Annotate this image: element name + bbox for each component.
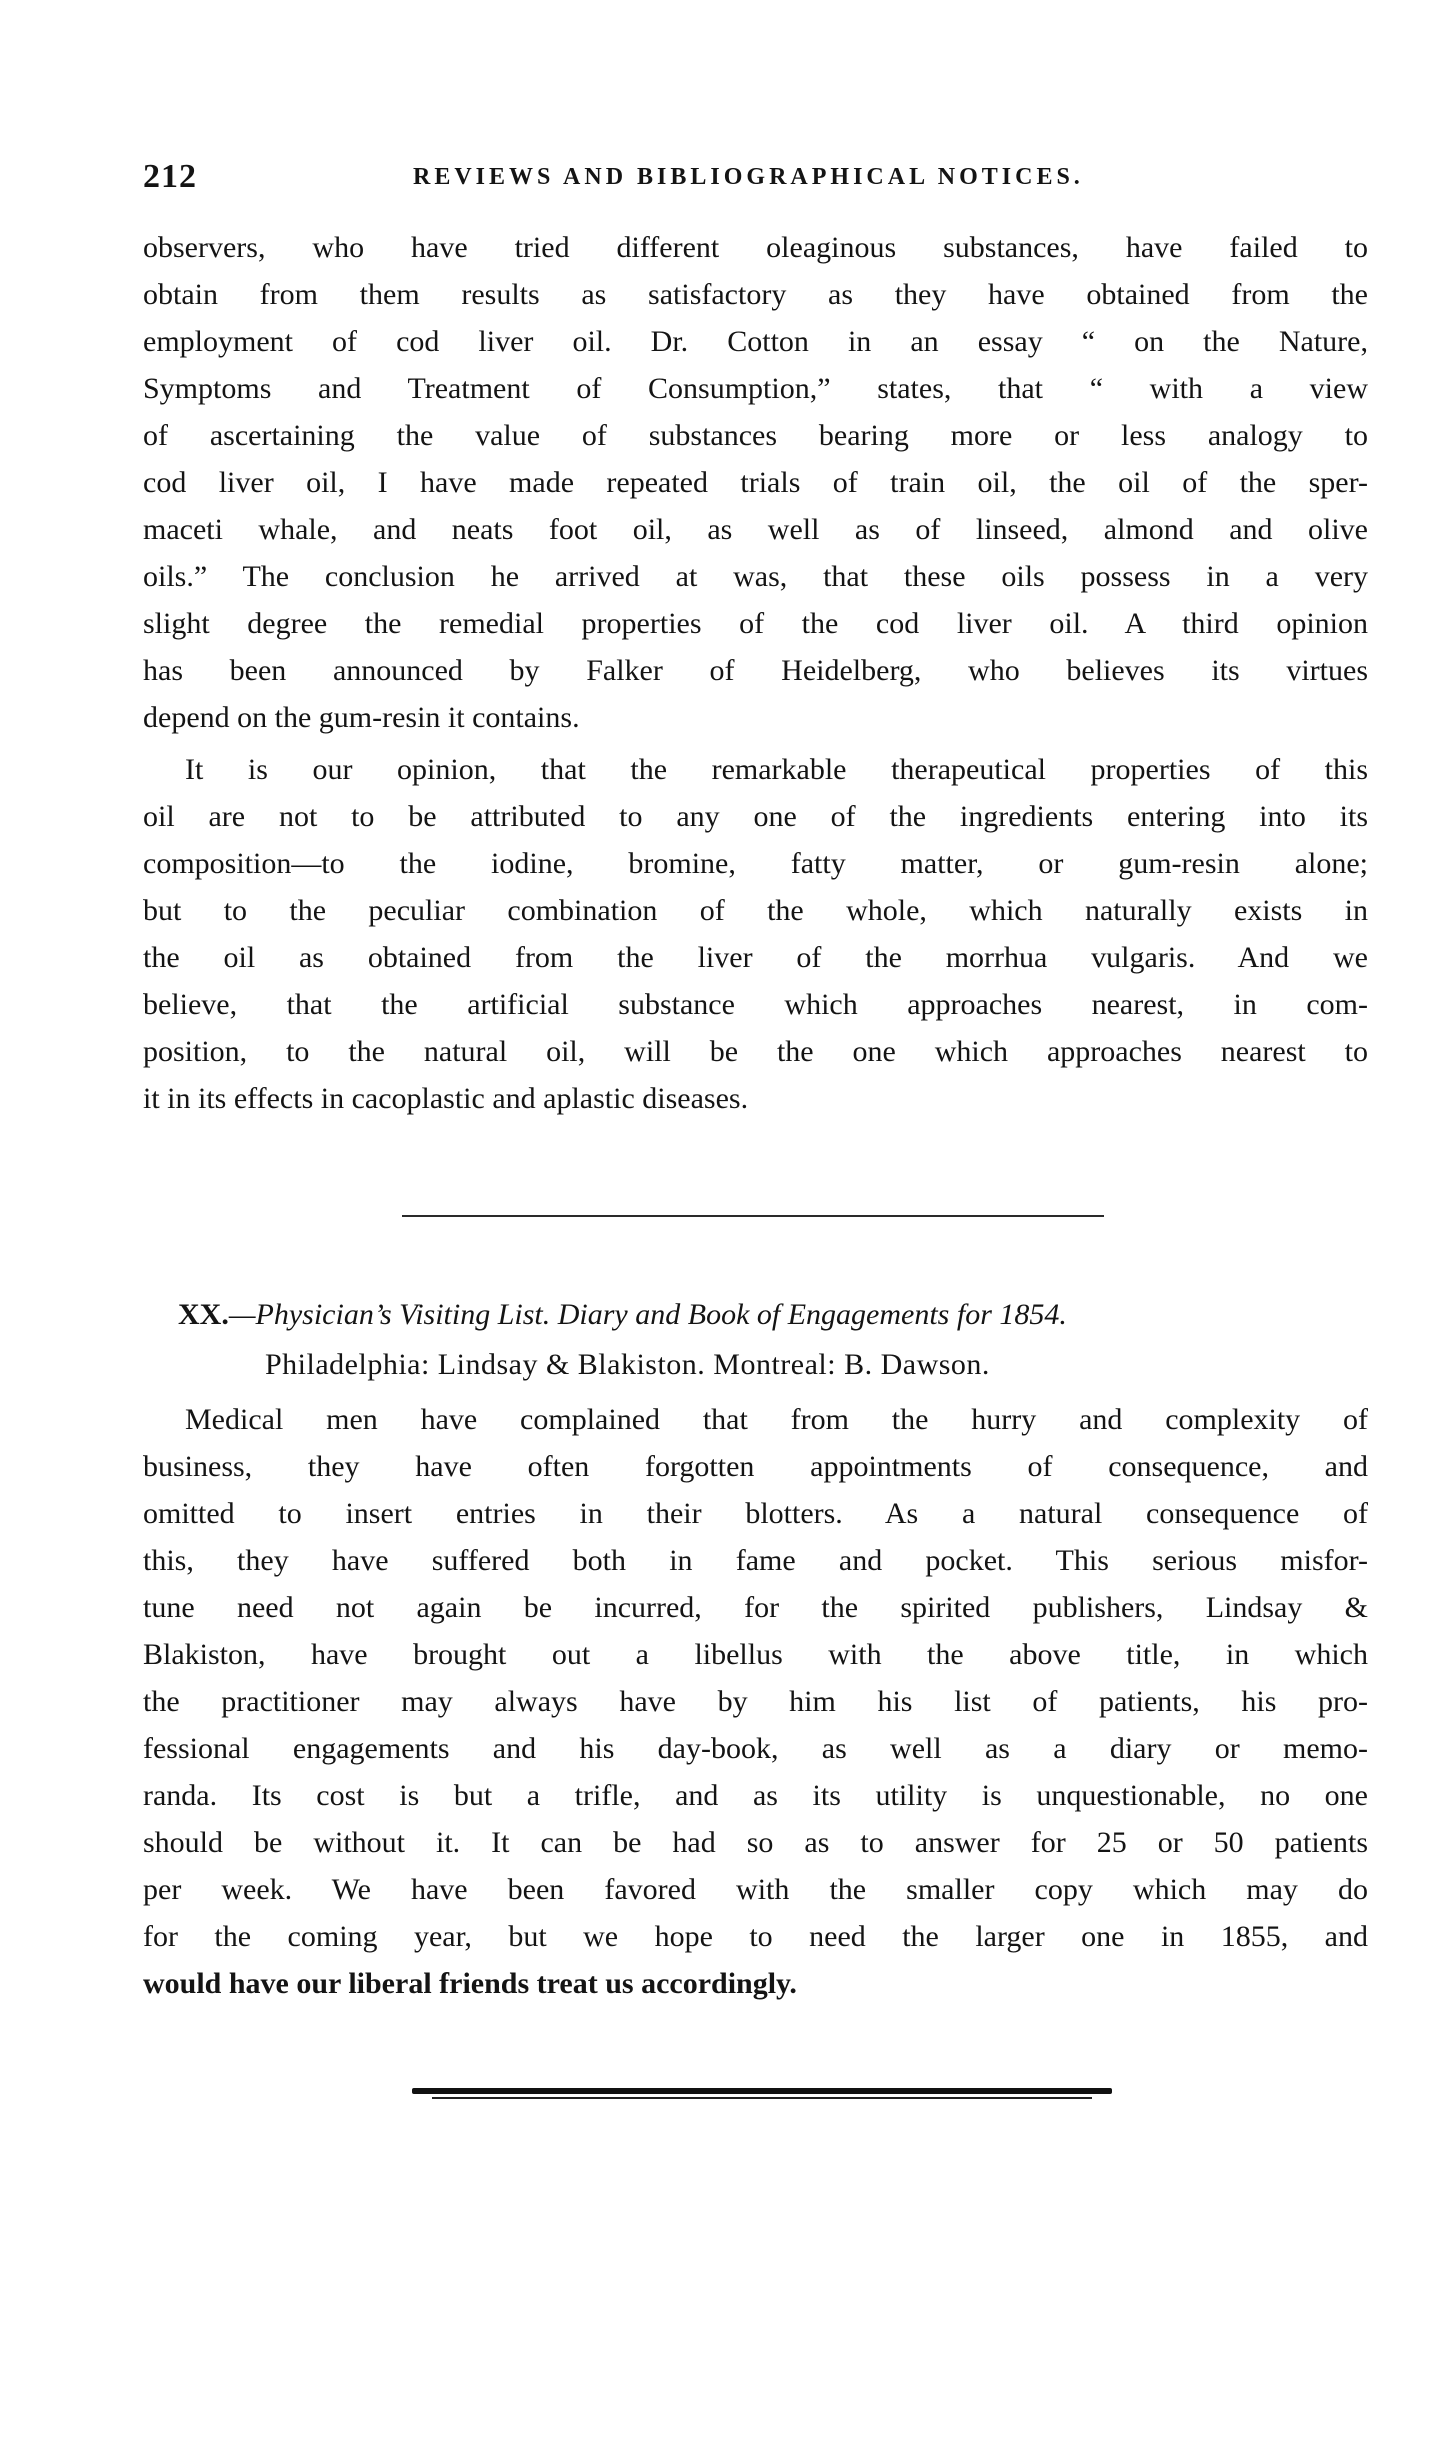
text-line: has been announced by Falker of Heidelberg, who believes its virtues bbox=[143, 654, 1368, 687]
text-line: the practitioner may always have by him his list of patients, his pro- bbox=[143, 1685, 1368, 1718]
section-divider bbox=[402, 1215, 1104, 1217]
text-line: would have our liberal friends treat us accordingly. bbox=[143, 1967, 797, 2000]
end-ornament-rule bbox=[412, 2086, 1112, 2100]
end-rule-thick bbox=[412, 2088, 1112, 2094]
text-line: it in its effects in cacoplastic and aplastic diseases. bbox=[143, 1082, 749, 1115]
text-line: but to the peculiar combination of the whole, which naturally exists in bbox=[143, 894, 1368, 927]
publisher-line: Philadelphia: Lindsay & Blakiston. Montreal: B. Dawson. bbox=[265, 1348, 990, 1381]
text-line: obtain from them results as satisfactory as they have obtained from the bbox=[143, 278, 1368, 311]
text-line: randa. Its cost is but a trifle, and as its utility is unquestionable, no one bbox=[143, 1779, 1368, 1812]
text-line: for the coming year, but we hope to need the larger one in 1855, and bbox=[143, 1920, 1368, 1953]
text-line: fessional engagements and his day-book, as well as a diary or memo- bbox=[143, 1732, 1368, 1765]
text-line: should be without it. It can be had so as to answer for 25 or 50 patients bbox=[143, 1826, 1368, 1859]
text-line: business, they have often forgotten appointments of consequence, and bbox=[143, 1450, 1368, 1483]
text-line: It is our opinion, that the remarkable therapeutical properties of this bbox=[185, 753, 1368, 786]
text-line: Symptoms and Treatment of Consumption,” states, that “ with a view bbox=[143, 372, 1368, 405]
review-title: —Physician’s Visiting List. Diary and Book of Engagements for 1854. bbox=[228, 1298, 1067, 1331]
text-line: position, to the natural oil, will be the one which approaches nearest to bbox=[143, 1035, 1368, 1068]
end-rule-thin bbox=[432, 2097, 1092, 2099]
text-line: the oil as obtained from the liver of the morrhua vulgaris. And we bbox=[143, 941, 1368, 974]
text-line: employment of cod liver oil. Dr. Cotton in an essay “ on the Nature, bbox=[143, 325, 1368, 358]
text-line: oil are not to be attributed to any one of the ingredients entering into its bbox=[143, 800, 1368, 833]
text-line: this, they have suffered both in fame and pocket. This serious misfor- bbox=[143, 1544, 1368, 1577]
running-title: REVIEWS AND BIBLIOGRAPHICAL NOTICES. bbox=[413, 164, 1084, 190]
page-number: 212 bbox=[143, 158, 197, 195]
text-line: believe, that the artificial substance which approaches nearest, in com- bbox=[143, 988, 1368, 1021]
text-line: tune need not again be incurred, for the spirited publishers, Lindsay & bbox=[143, 1591, 1368, 1624]
text-line: cod liver oil, I have made repeated trials of train oil, the oil of the sper- bbox=[143, 466, 1368, 499]
text-line: slight degree the remedial properties of the cod liver oil. A third opinion bbox=[143, 607, 1368, 640]
text-line: Medical men have complained that from the hurry and complexity of bbox=[185, 1403, 1368, 1436]
running-head bbox=[143, 158, 1368, 208]
text-line: Blakiston, have brought out a libellus with the above title, in which bbox=[143, 1638, 1368, 1671]
text-line: depend on the gum-resin it contains. bbox=[143, 701, 580, 734]
text-line: of ascertaining the value of substances bearing more or less analogy to bbox=[143, 419, 1368, 452]
text-line: composition—to the iodine, bromine, fatty matter, or gum-resin alone; bbox=[143, 847, 1368, 880]
review-heading bbox=[178, 1297, 1368, 1333]
text-line: maceti whale, and neats foot oil, as well as of linseed, almond and olive bbox=[143, 513, 1368, 546]
text-line: per week. We have been favored with the smaller copy which may do bbox=[143, 1873, 1368, 1906]
text-line: observers, who have tried different oleaginous substances, have failed to bbox=[143, 231, 1368, 264]
review-number: XX. bbox=[178, 1298, 229, 1331]
text-line: oils.” The conclusion he arrived at was, that these oils possess in a very bbox=[143, 560, 1368, 593]
text-line: omitted to insert entries in their blotters. As a natural consequence of bbox=[143, 1497, 1368, 1530]
